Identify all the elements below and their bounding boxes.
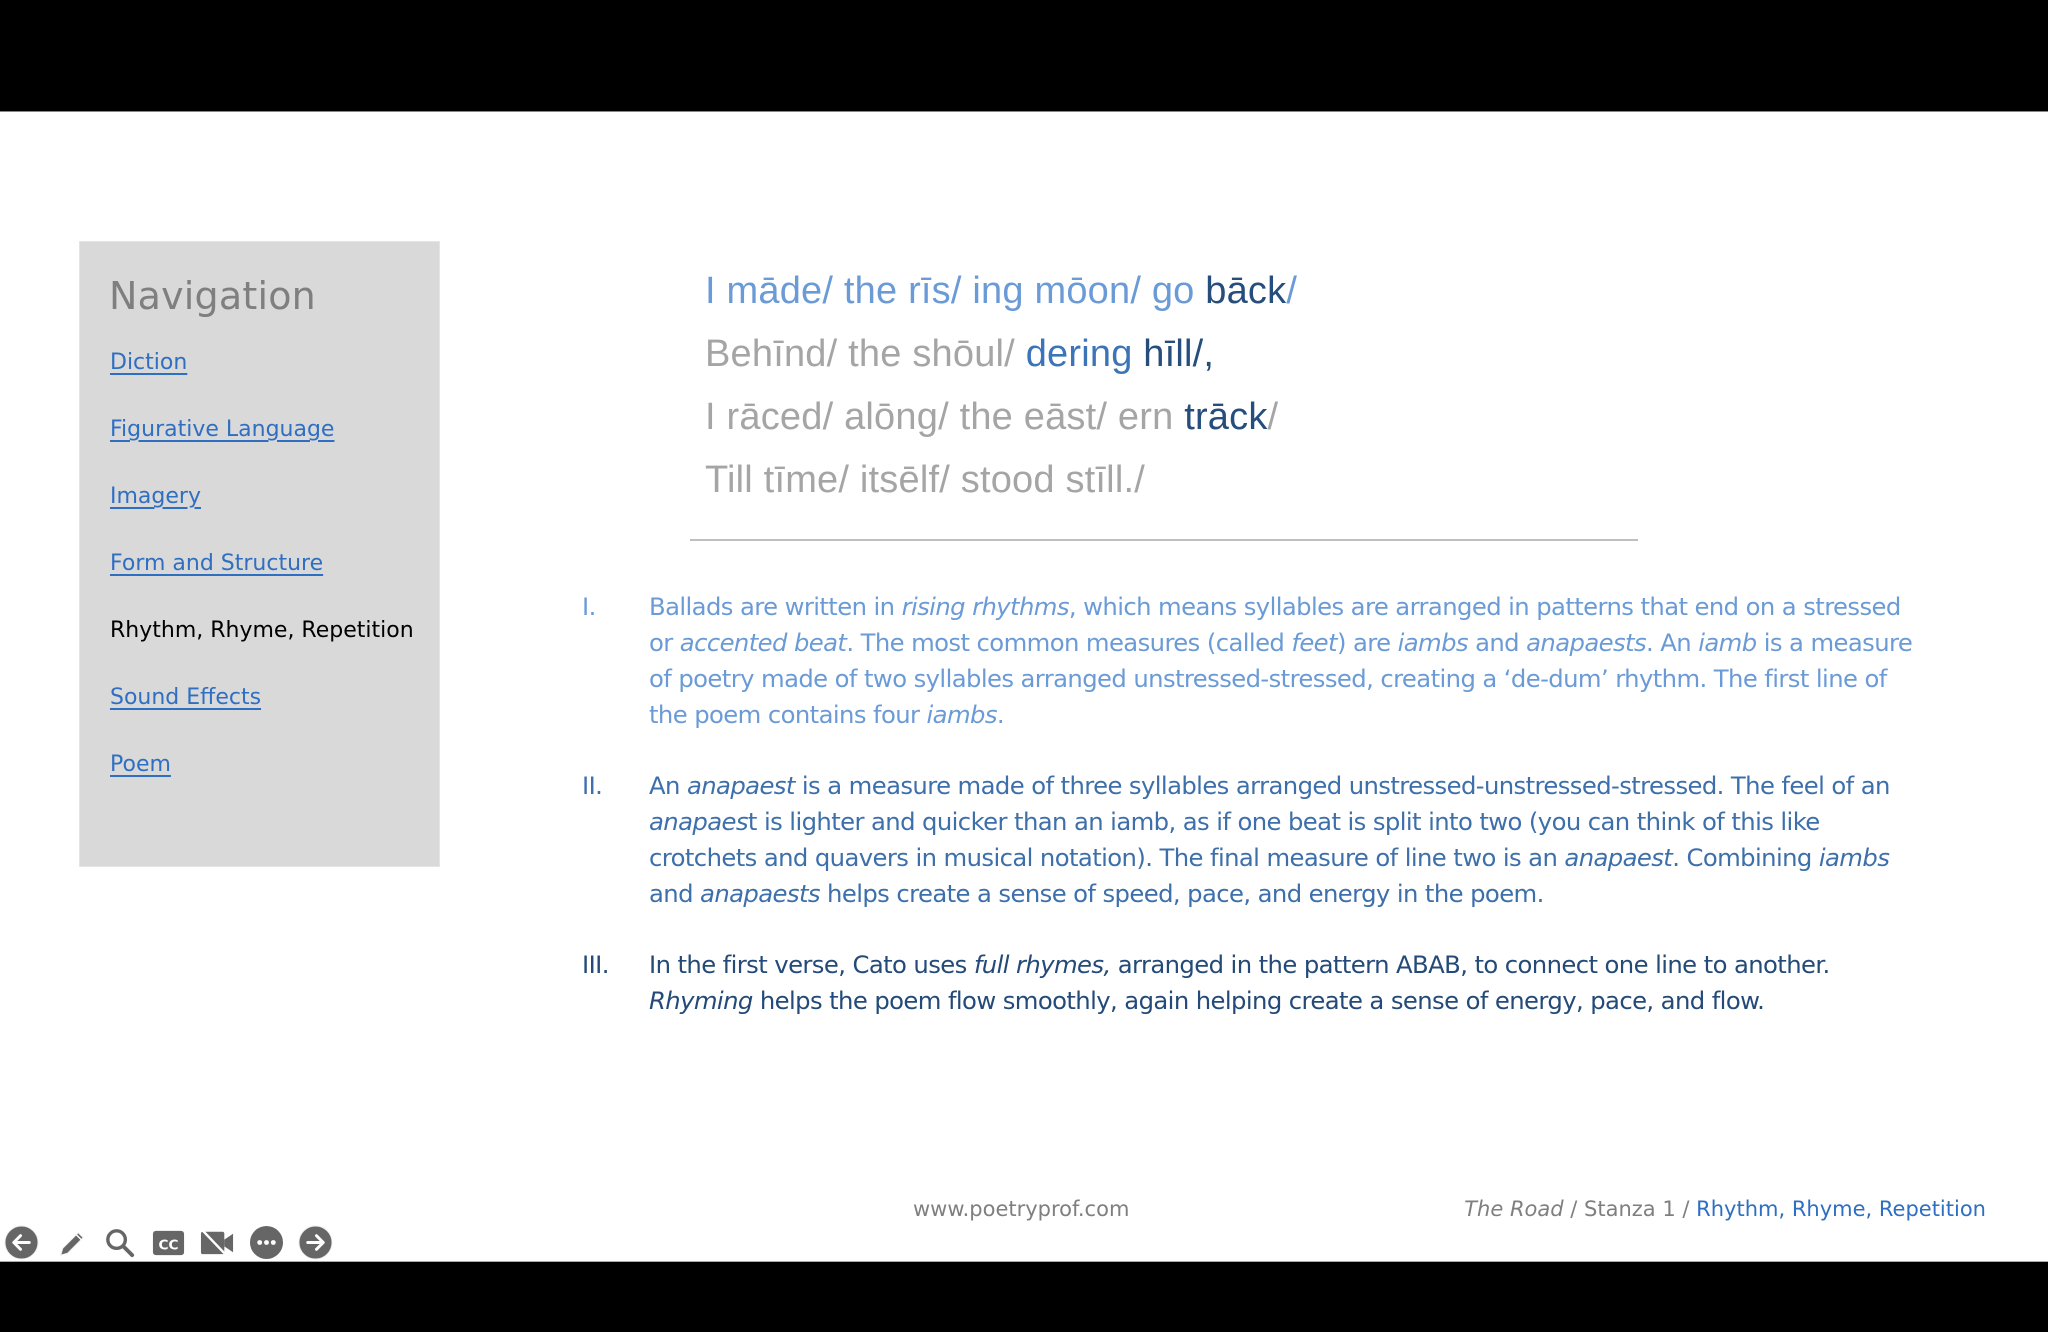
arrow-right-circle-icon: [298, 1225, 333, 1260]
breadcrumb-stanza: Stanza 1: [1584, 1197, 1676, 1221]
bottom-letterbox-bar: [0, 1262, 2048, 1332]
camera-off-icon: [200, 1225, 235, 1260]
text-run: . Combining: [1672, 843, 1819, 872]
closed-captions-icon: [151, 1225, 186, 1260]
poem-segment-anapaest: dering: [1025, 333, 1144, 375]
analysis-point-3: [580, 947, 1920, 1019]
breadcrumb-poem-title: The Road: [1464, 1197, 1564, 1221]
slide: [0, 111, 2048, 1262]
footer-breadcrumb: [1464, 1197, 1986, 1221]
text-run: and: [649, 879, 701, 908]
emphasized-term: anapaest: [686, 771, 795, 800]
emphasized-term: accented beat: [679, 628, 847, 657]
nav-link-figurative-language[interactable]: Figurative Language: [110, 417, 335, 442]
emphasized-term: iambs: [926, 700, 997, 729]
text-run: helps the poem flow smoothly, again helping create a sense of energy, pace, and flow.: [752, 986, 1765, 1015]
emphasized-term: iambs: [1397, 628, 1468, 657]
analysis-point-2: [580, 768, 1920, 912]
poem-segment-stressed: trāck: [1184, 396, 1268, 438]
poem-segment: I māde/ the rīs/ ing mōon/ go: [705, 270, 1206, 312]
text-run: , which means syllables are arranged in patterns that end on a stressed or: [649, 592, 1901, 657]
pencil-icon: [53, 1225, 88, 1260]
navigation-title: Navigation: [109, 274, 316, 318]
text-run: and: [1467, 628, 1527, 657]
point-text: [649, 771, 1890, 908]
poem-segment: Behīnd/ the shōul/: [705, 333, 1026, 375]
poem-line-2: [705, 323, 1297, 386]
top-letterbox-bar: [0, 0, 2048, 111]
arrow-left-circle-icon: [4, 1225, 39, 1260]
nav-link-diction[interactable]: Diction: [110, 350, 188, 375]
text-run: ) are: [1336, 628, 1398, 657]
poem-segment-stressed: bāck: [1205, 270, 1287, 312]
zoom-button[interactable]: [102, 1225, 137, 1260]
poem-line-1: [705, 260, 1297, 323]
breadcrumb-separator: /: [1675, 1197, 1697, 1221]
emphasized-term: anapaest: [1564, 843, 1673, 872]
poem-segment-stressed: hīll/,: [1143, 333, 1215, 375]
text-run: arranged in the pattern ABAB, to connect one line to another.: [1110, 950, 1830, 979]
ellipsis-circle-icon: [249, 1225, 284, 1260]
scanned-poem-stanza: [705, 260, 1297, 512]
poem-segment: I rāced/ alōng/ the eāst/ ern: [705, 396, 1185, 438]
next-slide-button[interactable]: [298, 1225, 333, 1260]
emphasized-term: full rhymes,: [973, 950, 1111, 979]
breadcrumb-current-section: Rhythm, Rhyme, Repetition: [1696, 1197, 1986, 1221]
text-run: In the first verse, Cato uses: [649, 950, 974, 979]
poem-segment: Till tīme/ itsēlf/ stood stīll./: [705, 459, 1145, 501]
breadcrumb-separator: /: [1563, 1197, 1585, 1221]
point-text: [649, 950, 1830, 1015]
poem-line-3: [705, 386, 1297, 449]
emphasized-term: Rhyming: [649, 986, 753, 1015]
nav-item-rhythm-rhyme-repetition-current: Rhythm, Rhyme, Repetition: [110, 618, 414, 643]
text-run: . The most common measures (called: [846, 628, 1292, 657]
more-options-button[interactable]: [249, 1225, 284, 1260]
nav-link-poem[interactable]: Poem: [110, 752, 171, 777]
camera-toggle-button[interactable]: [200, 1225, 235, 1260]
emphasized-term: rising rhythms: [901, 592, 1069, 621]
pen-button[interactable]: [53, 1225, 88, 1260]
poem-line-4: [705, 449, 1297, 512]
text-run: Ballads are written in: [649, 592, 902, 621]
text-run: is a measure made of three syllables arranged unstressed-unstressed-stressed. The feel of an: [794, 771, 1890, 800]
analysis-point-1: [580, 589, 1920, 733]
point-numeral: III.: [582, 950, 609, 979]
point-numeral: II.: [582, 771, 603, 800]
presentation-toolbar: [4, 1222, 333, 1262]
emphasized-term: anapaests: [700, 879, 820, 908]
nav-link-sound-effects[interactable]: Sound Effects: [110, 685, 262, 710]
emphasized-term: anapaests: [1526, 628, 1647, 657]
nav-link-imagery[interactable]: Imagery: [110, 484, 201, 509]
text-run: is a measure of poetry made of two syllables arranged unstressed-stressed, creating a ‘de-dum’ rhythm. The first line of the poem contains four: [649, 628, 1913, 729]
point-text: [649, 592, 1912, 729]
poem-segment: /: [1267, 396, 1279, 438]
text-run: t is lighter and quicker than an iamb, as if one beat is split into two (you can think of this like crotchets and quavers in musical notation). The final measure of line two is an: [649, 807, 1820, 872]
magnifier-icon: [102, 1225, 137, 1260]
text-run: An: [649, 771, 687, 800]
text-run: .: [996, 700, 1005, 729]
text-run: . An: [1646, 628, 1699, 657]
nav-link-form-and-structure[interactable]: Form and Structure: [110, 551, 324, 576]
point-numeral: I.: [582, 592, 596, 621]
emphasized-term: feet: [1291, 628, 1337, 657]
text-run: helps create a sense of speed, pace, and energy in the poem.: [819, 879, 1544, 908]
analysis-points: [580, 589, 1920, 1054]
emphasized-term: iambs: [1818, 843, 1890, 872]
navigation-panel: [79, 241, 440, 867]
svg-text:CC: CC: [158, 1236, 179, 1253]
divider-line: [690, 539, 1638, 541]
previous-slide-button[interactable]: [4, 1225, 39, 1260]
footer-website: www.poetryprof.com: [913, 1197, 1130, 1221]
emphasized-term: anapaes: [649, 807, 748, 836]
poem-segment: /: [1286, 270, 1298, 312]
captions-button[interactable]: [151, 1225, 186, 1260]
emphasized-term: iamb: [1698, 628, 1757, 657]
